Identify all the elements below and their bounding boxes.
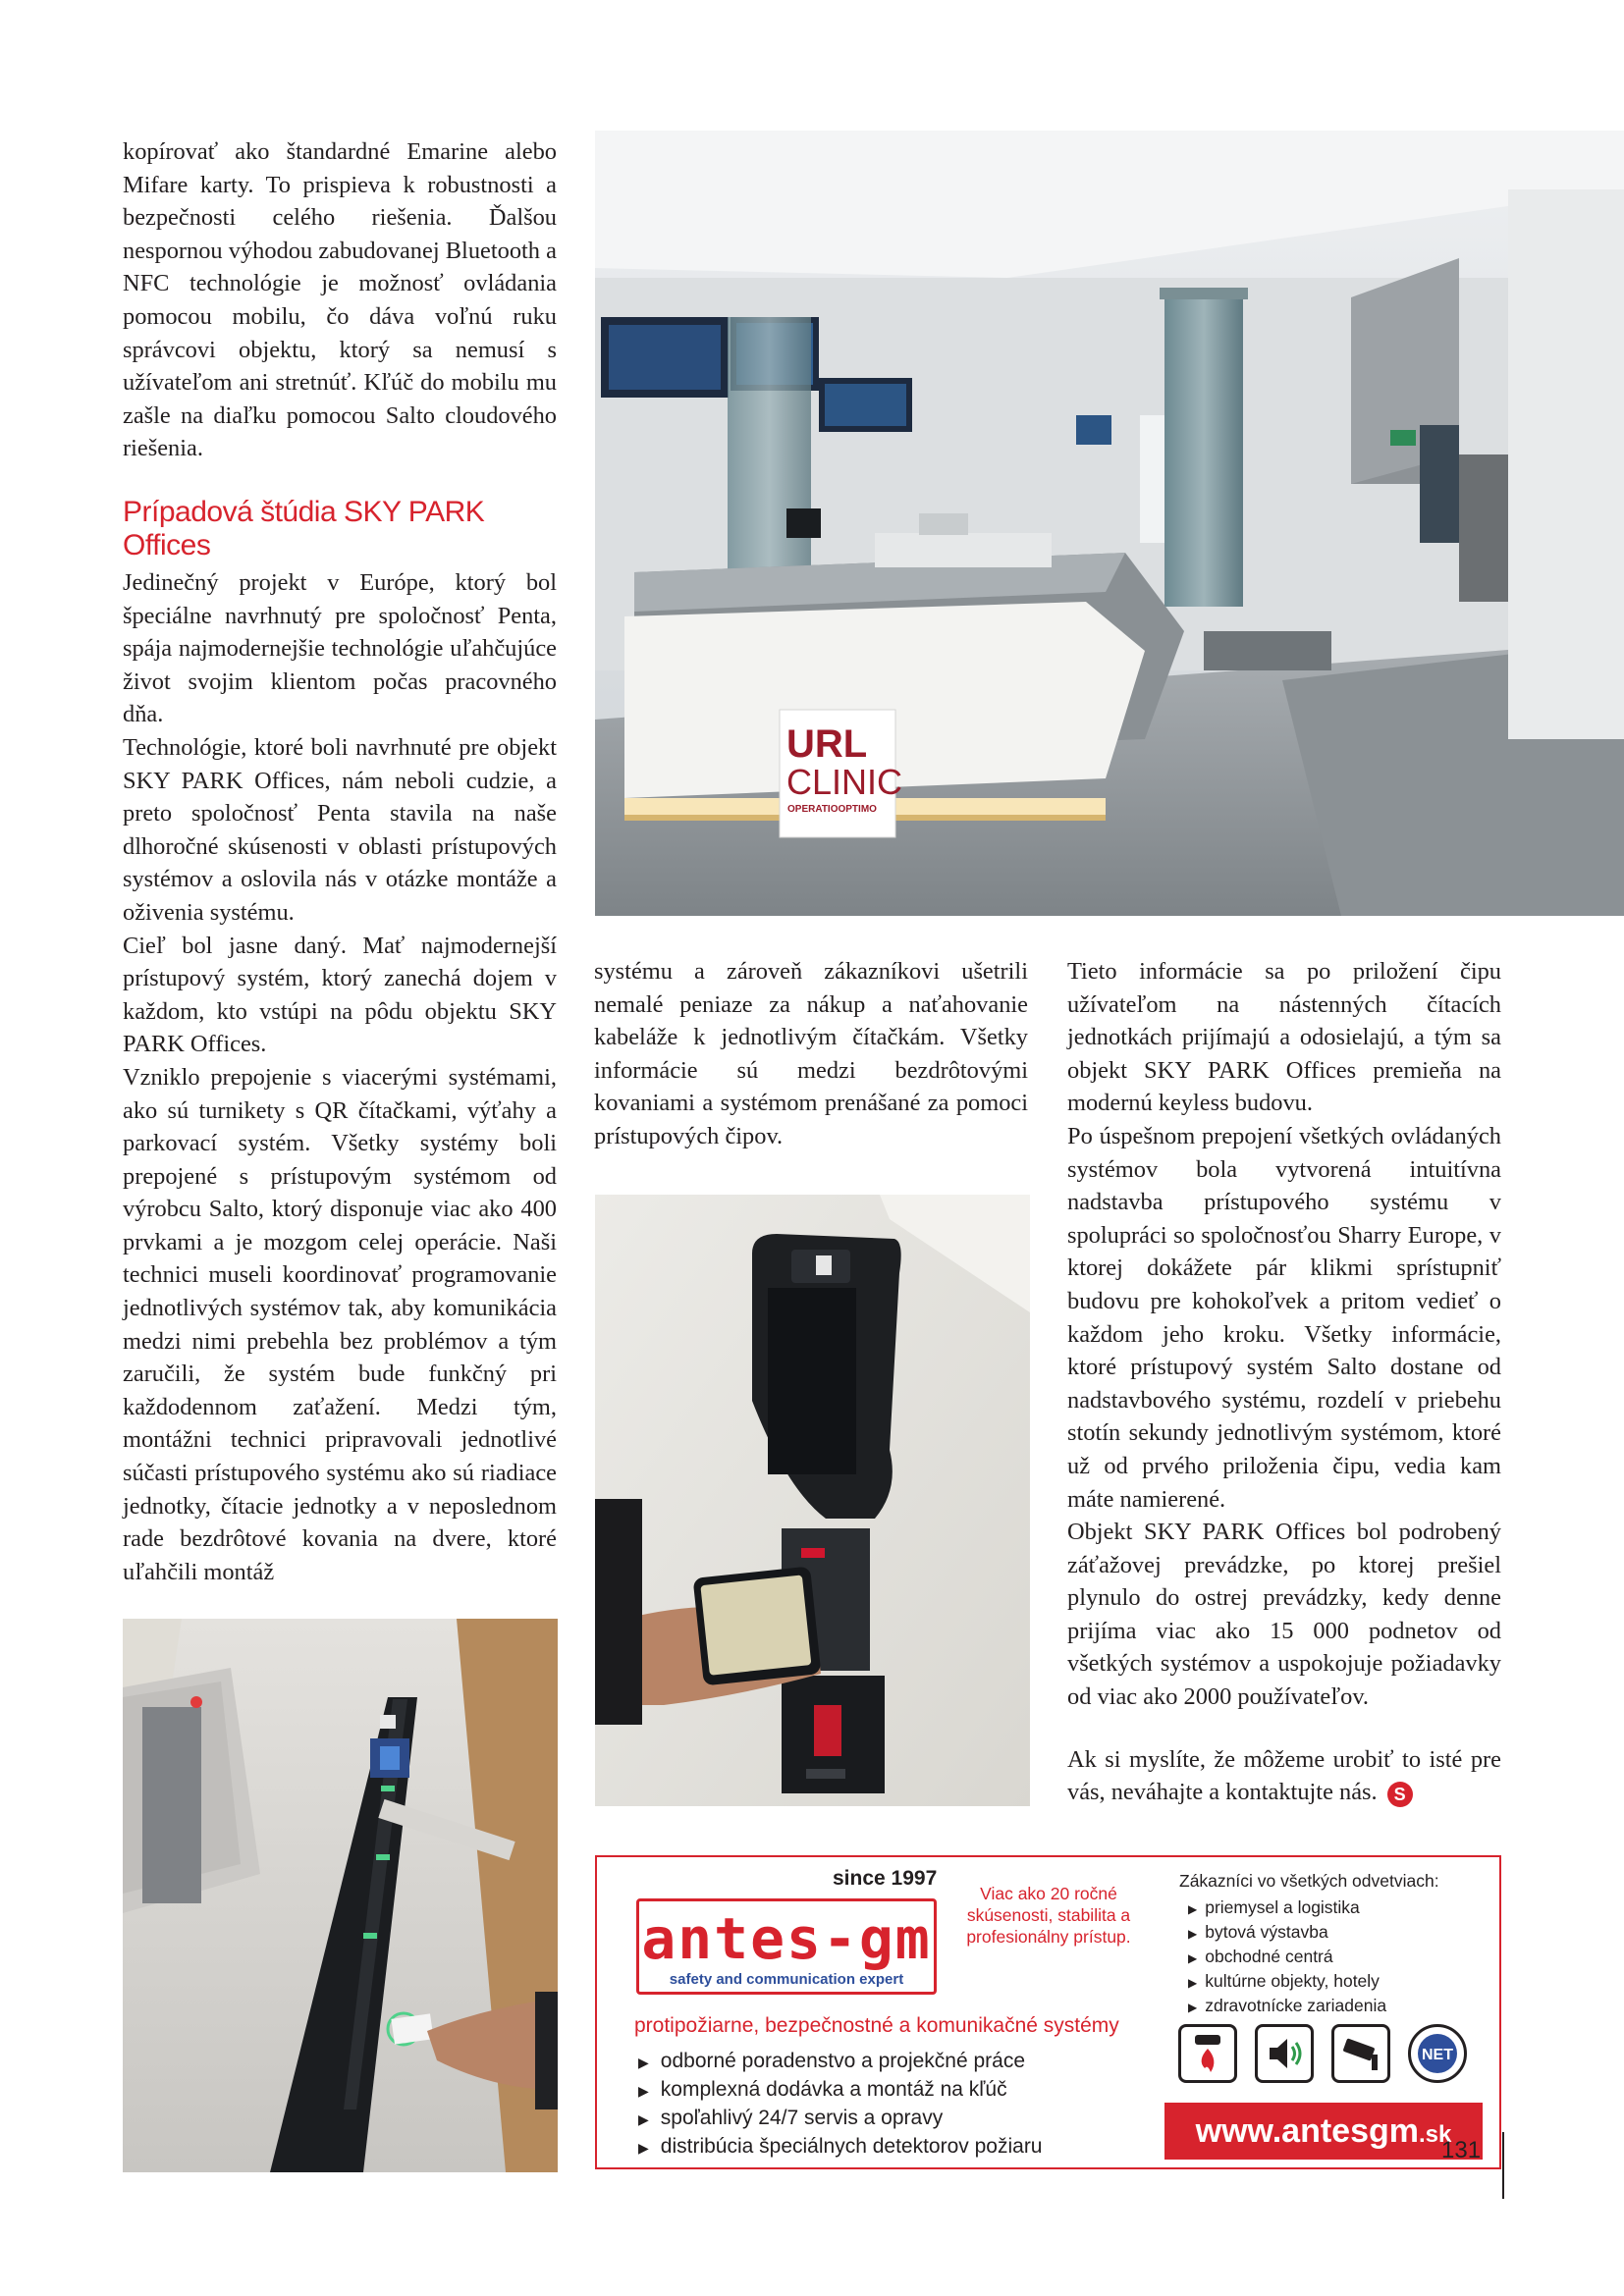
list-item: ▶ zdravotnícke zariadenia <box>1188 1995 1386 2019</box>
list-item: ▶ priemysel a logistika <box>1188 1896 1386 1921</box>
ad-experience: Viac ako 20 ročné skúsenosti, stabilita a profesionálny prístup. <box>966 1884 1131 1947</box>
paragraph: Vzniklo prepojenie s viacerými systémami, ako sú turnikety s QR čítačkami, výťahy a parkovací systém. Všetky systémy boli prepojené s prístupovým systémom od výrobcu Salto, ktorý disponuje viac ako 400 prvkami a je mozgom celej operácie. Naši technici museli koordinovať programovanie jednotlivých systémov tak, aby komunikácia medzi nimi prebehla bez problémov a tým zaručili, že systém bude funkčný pri každodennom zaťažení. Medzi tým, montážni technici pripravovali jednotlivé súčasti prístupového systému ako sú riadiace jednotky, čítacie jednotky a v neposlednom rade bezdrôtové kovania na dvere, ktoré uľahčili montáž <box>123 1063 557 1585</box>
speaker-icon <box>1255 2024 1314 2083</box>
page-number: 131 <box>1441 2137 1482 2163</box>
ad-since: since 1997 <box>833 1867 938 1890</box>
photo-wall-reader-phone <box>595 1195 1030 1806</box>
article-text-left <box>123 496 557 1588</box>
svg-text:CLINIC: CLINIC <box>786 762 903 802</box>
svg-text:NET: NET <box>1422 2047 1453 2063</box>
paragraph: Objekt SKY PARK Offices bol podrobený záťažovej prevádzke, po ktorej prešiel plynulo do ostrej prevádzky, kedy denne prijíma viac ako 15 000 podnetov od všetkých systémov a uspokojuje požiadavky od viac ako 2000 používateľov. <box>1067 1519 1501 1711</box>
article-text-middle <box>594 955 1028 1153</box>
paragraph: Technológie, ktoré boli navrhnuté pre objekt SKY PARK Offices, nám neboli cudzie, a preto spoločnosť Penta stavila na naše dlhoročné skúsenosti v oblasti prístupových systémov a oslovila nás v otázke montáže a oživenia systému. <box>123 733 557 926</box>
paragraph: Cieľ bol jasne daný. Mať najmodernejší prístupový systém, ktorý zanechá dojem v každom, kto vstúpi na pôdu objektu SKY PARK Offices. <box>123 932 557 1058</box>
list-item: ▶ komplexná dodávka a montáž na kľúč <box>638 2076 1043 2105</box>
list-item: ▶ spoľahlivý 24/7 servis a opravy <box>638 2105 1043 2133</box>
antes-gm-logo <box>636 1898 937 1995</box>
page-number-rule <box>1502 2132 1504 2199</box>
antes-gm-advertisement <box>595 1855 1501 2169</box>
url-main: www.antesgm <box>1195 2112 1419 2150</box>
end-sign-icon: S <box>1387 1782 1413 1807</box>
list-item: ▶ obchodné centrá <box>1188 1946 1386 1970</box>
case-study-heading: Prípadová štúdia SKY PARK Offices <box>123 496 485 561</box>
cctv-camera-icon <box>1331 2024 1390 2083</box>
ad-customers-title: Zákazníci vo všetkých odvetviach: <box>1179 1871 1439 1891</box>
url-tld: .sk <box>1418 2121 1452 2148</box>
list-item: ▶ kultúrne objekty, hotely <box>1188 1970 1386 1995</box>
paragraph: kopírovať ako štandardné Emarine alebo Mifare karty. To prispieva k robustnosti a bezpečnosti celého riešenia. Ďalšou nespornou výhodou zabudovanej Bluetooth a NFC technológie je možnosť ovládania pomocou mobilu, čo dáva voľnú ruku správcovi objektu, ktorý sa nemusí s užívateľom ani stretnúť. Kľúč do mobilu mu zašle na diaľku pomocou Salto cloudového riešenia. <box>123 138 557 462</box>
photo-turnstile-gate <box>123 1619 558 2172</box>
ad-services-list <box>638 2048 1043 2162</box>
closing-paragraph <box>1067 1743 1501 1809</box>
ad-website-url[interactable] <box>1164 2103 1483 2160</box>
paragraph: Po úspešnom prepojení všetkých ovládaných systémov bola vytvorená intuitívna nadstavba prístupového systému v spolupráci so spoločnosťou Sharry Europe, v ktorej dokážete pár klikmi sprístupniť budovu pre kohokoľvek a pritom vedieť o každom jeho kroku. Všetky informácie, ktoré prístupový systém Salto dostane od nadstavbového systému, rozdelí v priebehu stotín sekundy jednotlivým systémom, ktoré už od prvého priloženia čipu, vedia kam máte namierené. <box>1067 1122 1501 1513</box>
svg-text:URL: URL <box>786 722 868 766</box>
article-text-right <box>1067 955 1501 1809</box>
paragraph: Tieto informácie sa po priložení čipu užívateľom na nástenných čítacích jednotkách prijímajú a odosielajú, a tým sa objekt SKY PARK Offices premieňa na modernú keyless budovu. <box>1067 958 1501 1117</box>
paragraph: Jedinečný projekt v Európe, ktorý bol špeciálne navrhnutý pre spoločnosť Penta, spája najmodernejšie technológie uľahčujúce život svojim klientom počas pracovného dňa. <box>123 569 557 728</box>
logo-name: antes-gm <box>641 1905 932 1972</box>
fire-detector-icon <box>1178 2024 1237 2083</box>
ad-customers-list <box>1188 1896 1386 2019</box>
article-text-left-top <box>123 135 557 465</box>
ad-subtitle: protipožiarne, bezpečnostné a komunikačné systémy <box>634 2014 1119 2037</box>
list-item: ▶ odborné poradenstvo a projekčné práce <box>638 2048 1043 2076</box>
svg-text:OPERATIOOPTIMO: OPERATIOOPTIMO <box>787 804 877 815</box>
photo-reception-lobby <box>595 131 1624 916</box>
closing-text: Ak si myslíte, že môžeme urobiť to isté pre vás, neváhajte a kontaktujte nás. <box>1067 1745 1501 1806</box>
network-icon <box>1408 2024 1467 2083</box>
logo-tagline: safety and communication expert <box>669 1971 904 1988</box>
paragraph: systému a zároveň zákazníkovi ušetrili nemalé peniaze za nákup a naťahovanie kabeláže k jednotlivým čítačkám. Všetky informácie sú medzi bezdrôtovými kovaniami a systémom prenášané za pomoci prístupových čipov. <box>594 958 1028 1149</box>
list-item: ▶ bytová výstavba <box>1188 1921 1386 1946</box>
list-item: ▶ distribúcia špeciálnych detektorov požiaru <box>638 2133 1043 2162</box>
